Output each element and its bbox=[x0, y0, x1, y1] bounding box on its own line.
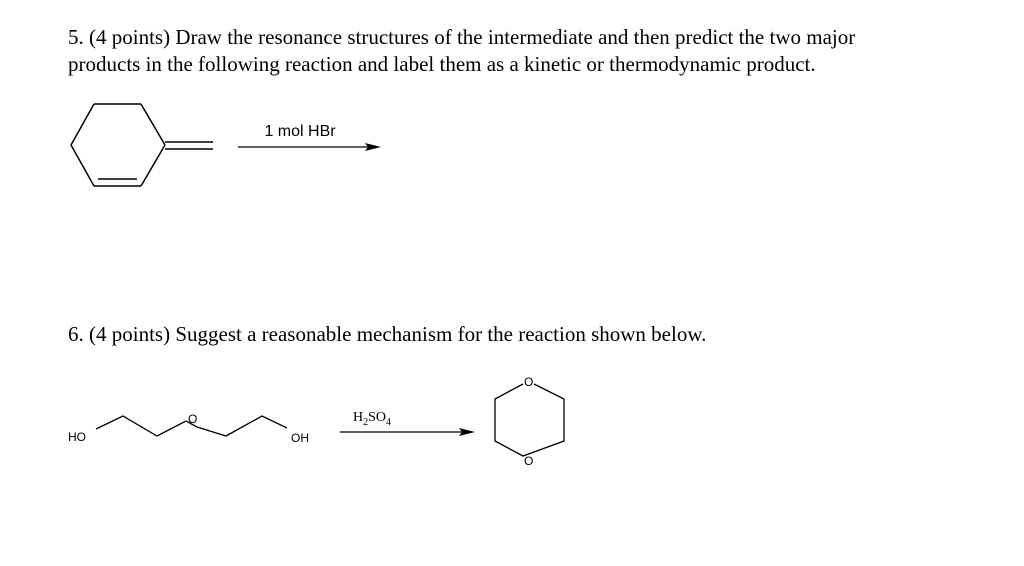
reaction-arrow-q6 bbox=[340, 428, 475, 436]
diethylene-glycol-structure bbox=[68, 412, 309, 445]
reagent-h2so4-label: $H_2SO_4$ bbox=[353, 410, 392, 428]
question-5-line-1: 5. (4 points) Draw the resonance structures of the intermediate and then predict the two major bbox=[68, 25, 856, 49]
dioxane-bottom-oxygen-label: O bbox=[524, 454, 534, 468]
question-6-text: 6. (4 points) Suggest a reasonable mechanism for the reaction shown below. bbox=[68, 322, 707, 346]
dioxane-structure bbox=[495, 375, 564, 468]
dioxane-top-oxygen-label: O bbox=[524, 375, 534, 389]
ho-label: HO bbox=[68, 430, 86, 444]
question-5-line-2: products in the following reaction and label them as a kinetic or thermodynamic product. bbox=[68, 52, 816, 76]
ether-oxygen-label: O bbox=[188, 412, 198, 426]
reagent-hbr-label: 1 mol HBr bbox=[264, 123, 336, 140]
oh-label: OH bbox=[291, 431, 309, 445]
